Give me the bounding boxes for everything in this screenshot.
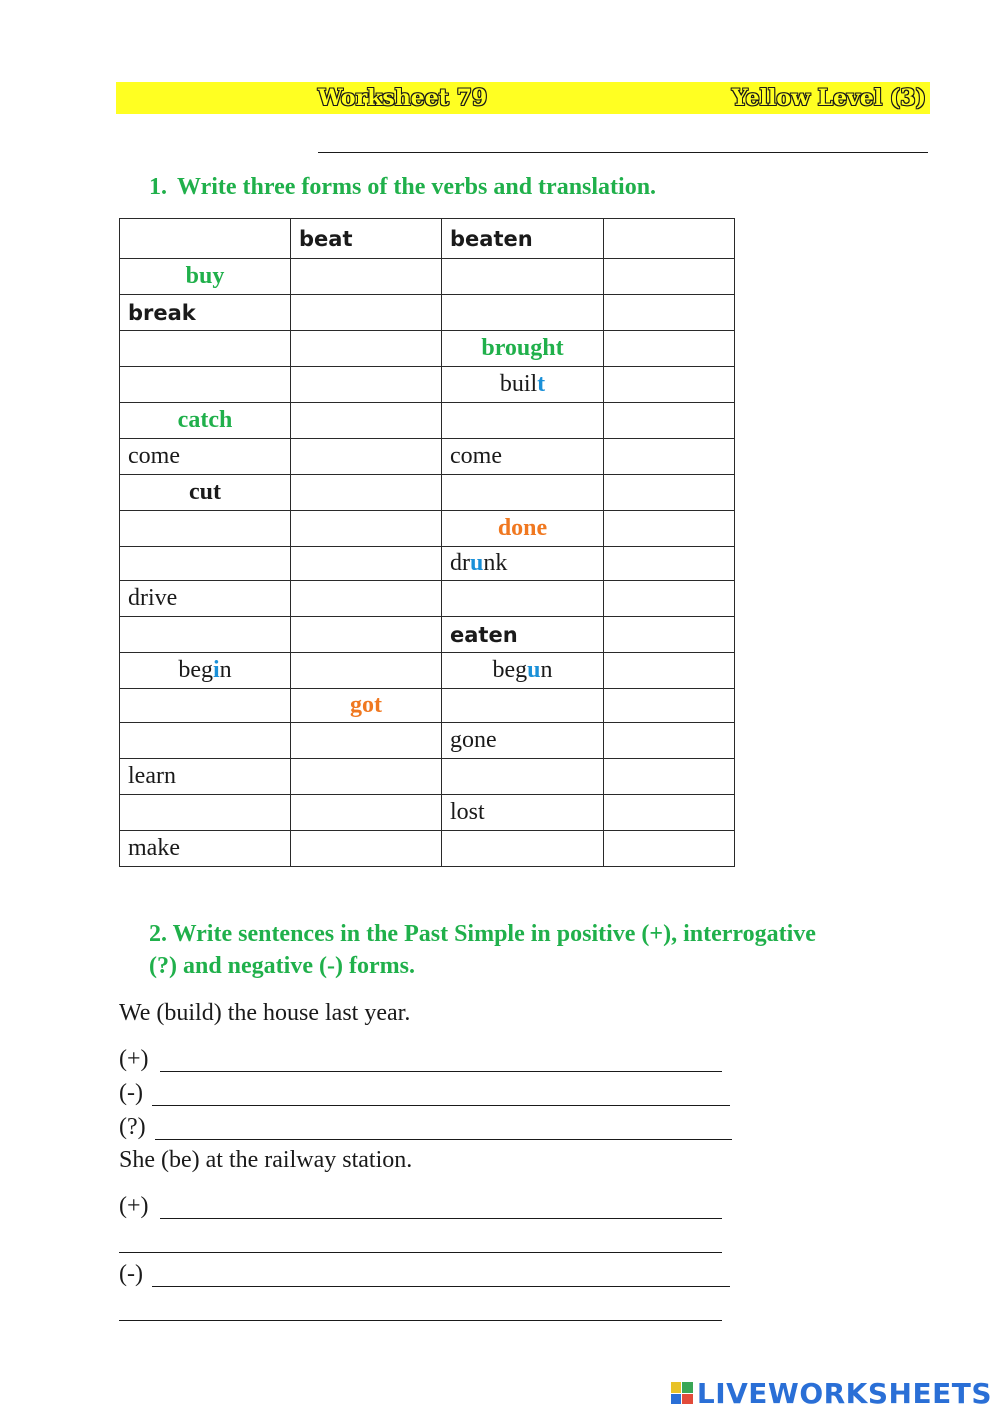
exercise-1-number: 1.	[149, 174, 167, 200]
sentence-1-negative-answer-line[interactable]	[152, 1105, 730, 1106]
verb-cell: come	[442, 439, 604, 475]
table-row	[120, 331, 735, 367]
answer-cell[interactable]	[291, 403, 442, 439]
answer-cell[interactable]	[442, 475, 604, 511]
answer-cell[interactable]	[442, 259, 604, 295]
table-row	[120, 511, 735, 547]
answer-cell[interactable]	[291, 475, 442, 511]
sentence-2-positive-answer-line-2[interactable]	[119, 1252, 722, 1253]
sentence-2-negative-label: (-)	[119, 1261, 143, 1287]
worksheet-title: Worksheet 79	[318, 85, 488, 111]
name-line	[318, 152, 928, 153]
answer-cell[interactable]	[604, 219, 735, 259]
answer-cell[interactable]	[120, 689, 291, 723]
answer-cell[interactable]	[604, 331, 735, 367]
answer-cell[interactable]	[120, 547, 291, 581]
verb-cell: begun	[442, 653, 604, 689]
verb-cell: make	[120, 831, 291, 867]
sentence-1-question-label: (?)	[119, 1114, 146, 1140]
answer-cell[interactable]	[291, 259, 442, 295]
answer-cell[interactable]	[604, 795, 735, 831]
answer-cell[interactable]	[291, 831, 442, 867]
table-row	[120, 723, 735, 759]
answer-cell[interactable]	[442, 759, 604, 795]
verb-cell: brought	[442, 331, 604, 367]
answer-cell[interactable]	[291, 723, 442, 759]
table-row	[120, 547, 735, 581]
verb-cell: begin	[120, 653, 291, 689]
verb-cell: come	[120, 439, 291, 475]
liveworksheets-logo[interactable]	[671, 1376, 992, 1410]
answer-cell[interactable]	[604, 653, 735, 689]
answer-cell[interactable]	[291, 367, 442, 403]
verb-cell: beaten	[442, 219, 604, 259]
answer-cell[interactable]	[291, 511, 442, 547]
answer-cell[interactable]	[442, 831, 604, 867]
answer-cell[interactable]	[604, 581, 735, 617]
exercise-2-heading-line2: (?) and negative (-) forms.	[149, 953, 415, 979]
answer-cell[interactable]	[120, 219, 291, 259]
answer-cell[interactable]	[291, 581, 442, 617]
answer-cell[interactable]	[604, 511, 735, 547]
answer-cell[interactable]	[604, 547, 735, 581]
table-row	[120, 475, 735, 511]
verb-cell: drive	[120, 581, 291, 617]
answer-cell[interactable]	[291, 295, 442, 331]
exercise-1-heading	[149, 171, 656, 203]
answer-cell[interactable]	[604, 367, 735, 403]
table-row	[120, 581, 735, 617]
exercise-2-heading-line1: 2. Write sentences in the Past Simple in positive (+), interrogative	[149, 921, 816, 947]
verb-cell: built	[442, 367, 604, 403]
table-row	[120, 403, 735, 439]
exercise-1-title: Write three forms of the verbs and translation.	[177, 174, 657, 200]
answer-cell[interactable]	[120, 617, 291, 653]
verb-cell: buy	[120, 259, 291, 295]
verb-cell: break	[120, 295, 291, 331]
sentence-1-positive-answer-line[interactable]	[160, 1071, 722, 1072]
answer-cell[interactable]	[604, 723, 735, 759]
answer-cell[interactable]	[291, 759, 442, 795]
verb-cell: beat	[291, 219, 442, 259]
answer-cell[interactable]	[291, 439, 442, 475]
sentence-2-negative-answer-line-2[interactable]	[119, 1320, 722, 1321]
answer-cell[interactable]	[291, 795, 442, 831]
answer-cell[interactable]	[604, 403, 735, 439]
answer-cell[interactable]	[442, 581, 604, 617]
answer-cell[interactable]	[120, 367, 291, 403]
table-row	[120, 689, 735, 723]
verb-cell: learn	[120, 759, 291, 795]
table-row	[120, 759, 735, 795]
table-row	[120, 295, 735, 331]
sentence-1-negative-label: (-)	[119, 1080, 143, 1106]
answer-cell[interactable]	[120, 795, 291, 831]
answer-cell[interactable]	[442, 295, 604, 331]
answer-cell[interactable]	[604, 759, 735, 795]
verb-cell: done	[442, 511, 604, 547]
answer-cell[interactable]	[604, 259, 735, 295]
table-row	[120, 219, 735, 259]
table-row	[120, 439, 735, 475]
verb-cell: lost	[442, 795, 604, 831]
verb-cell: eaten	[442, 617, 604, 653]
answer-cell[interactable]	[442, 689, 604, 723]
table-row	[120, 831, 735, 867]
table-row	[120, 653, 735, 689]
answer-cell[interactable]	[291, 331, 442, 367]
verb-cell: cut	[120, 475, 291, 511]
table-row	[120, 259, 735, 295]
sentence-2: She (be) at the railway station.	[119, 1147, 413, 1173]
logo-text: LIVEWORKSHEETS	[696, 1376, 992, 1410]
table-row	[120, 617, 735, 653]
answer-cell[interactable]	[604, 475, 735, 511]
answer-cell[interactable]	[604, 831, 735, 867]
answer-cell[interactable]	[442, 403, 604, 439]
answer-cell[interactable]	[120, 723, 291, 759]
answer-cell[interactable]	[120, 331, 291, 367]
verb-cell: got	[291, 689, 442, 723]
answer-cell[interactable]	[604, 295, 735, 331]
sentence-2-negative-answer-line[interactable]	[152, 1286, 730, 1287]
answer-cell[interactable]	[604, 689, 735, 723]
sentence-1: We (build) the house last year.	[119, 1000, 411, 1026]
verb-cell: catch	[120, 403, 291, 439]
sentence-1-question-answer-line[interactable]	[155, 1139, 732, 1140]
sentence-2-positive-label: (+)	[119, 1193, 149, 1219]
answer-cell[interactable]	[120, 511, 291, 547]
answer-cell[interactable]	[604, 617, 735, 653]
answer-cell[interactable]	[291, 617, 442, 653]
verb-cell: gone	[442, 723, 604, 759]
level-label: Yellow Level (3)	[731, 85, 926, 111]
answer-cell[interactable]	[604, 439, 735, 475]
verb-forms-table	[119, 218, 735, 867]
answer-cell[interactable]	[291, 547, 442, 581]
verb-cell: drunk	[442, 547, 604, 581]
table-row	[120, 367, 735, 403]
sentence-2-positive-answer-line[interactable]	[160, 1218, 722, 1219]
answer-cell[interactable]	[291, 653, 442, 689]
table-row	[120, 795, 735, 831]
sentence-1-positive-label: (+)	[119, 1046, 149, 1072]
logo-grid-icon	[671, 1382, 693, 1404]
